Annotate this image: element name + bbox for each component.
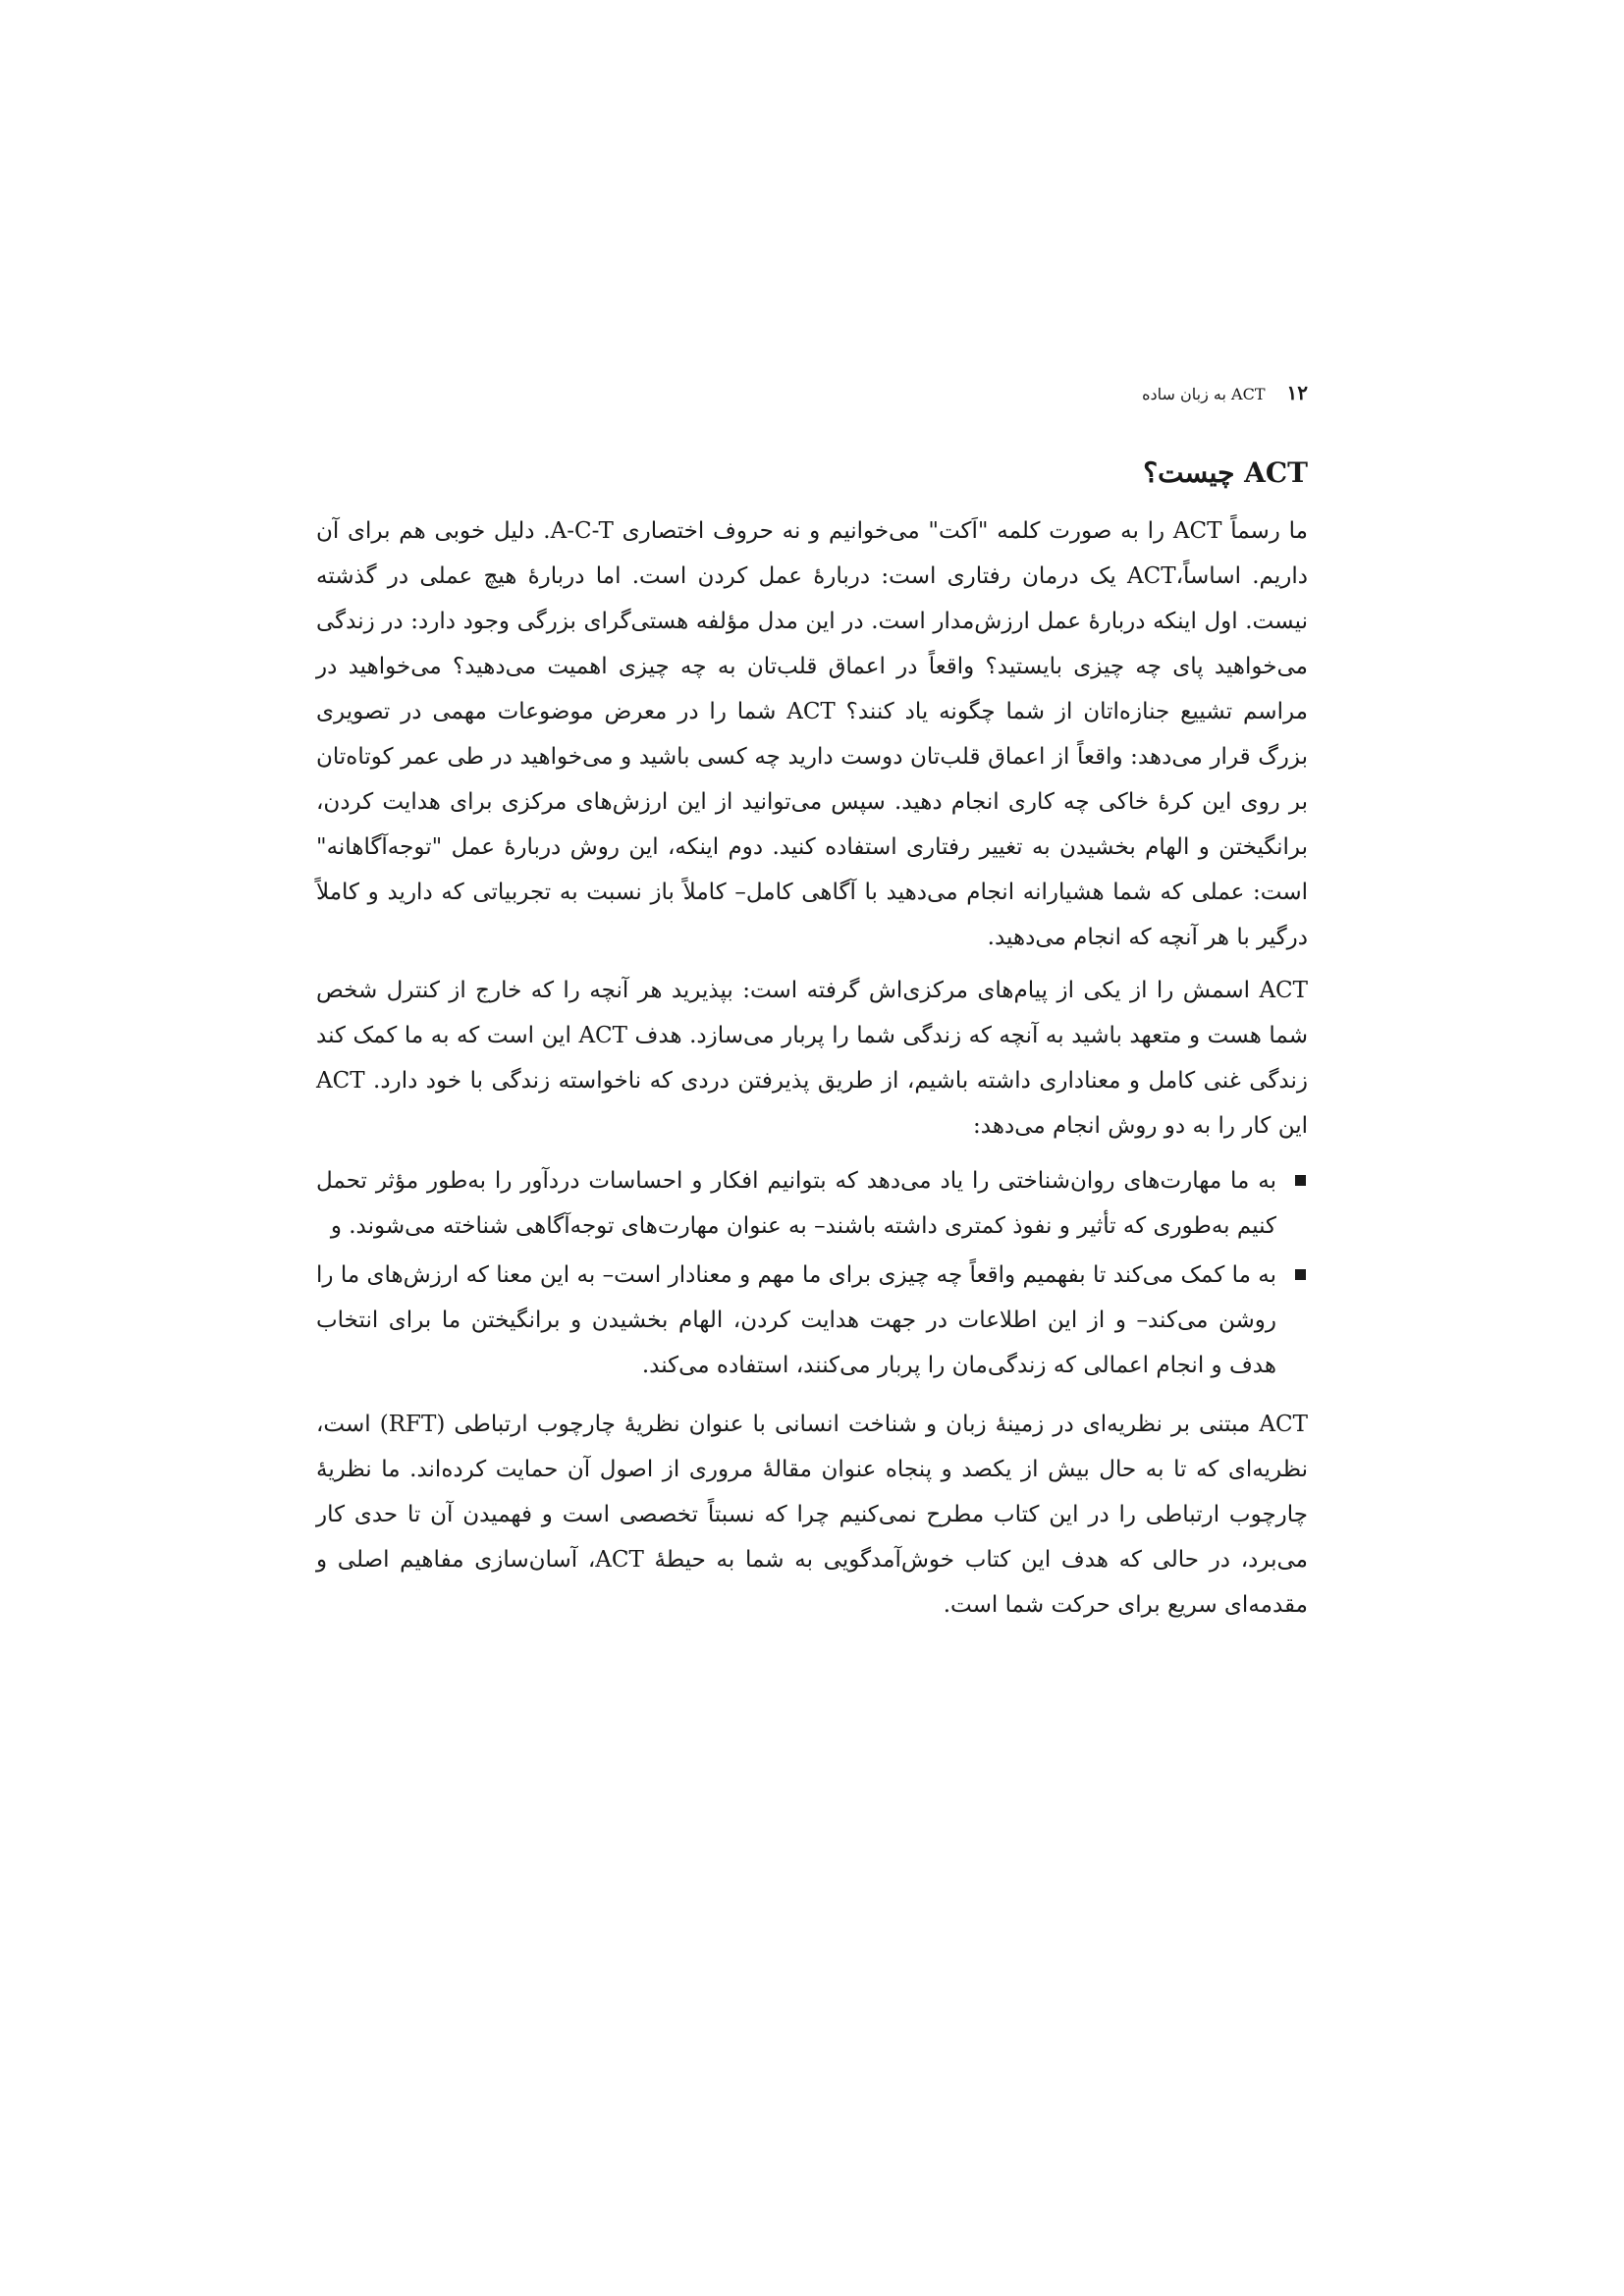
section-heading: ACT چیست؟ [1143,456,1308,489]
square-bullet-icon [1295,1175,1306,1186]
running-header [1142,381,1308,404]
main-content [316,452,1308,1628]
square-bullet-icon [1295,1269,1306,1280]
bullet-list [316,1158,1308,1388]
page-number: ۱۲ [1286,381,1308,404]
paragraph-2: ACT اسمش را از یکی از پیام‌های مرکزی‌اش گرفته است: بپذیرید هر آنچه را که خارج از کنترل شخص شما هست و متعهد باشید به آنچه که زندگی شما را پربار می‌سازد. هدف ACT این است که به ما کمک کند زندگی غنی کامل و معناداری داشته باشیم، از طریق پذیرفتن دردی که ناخواسته زندگی با خود دارد. ACT این کار را به دو روش انجام می‌دهد: [316,978,1308,1139]
closing-paragraph: ACT مبتنی بر نظریه‌ای در زمینهٔ زبان و شناخت انسانی با عنوان نظریهٔ چارچوب ارتباطی (RFT) است، نظریه‌ای که تا به حال بیش از یکصد و پنجاه عنوان مقالهٔ مروری از اصول آن حمایت کرده‌اند. ما نظریهٔ چارچوب ارتباطی را در این کتاب مطرح نمی‌کنیم چرا که نسبتاً تخصصی است و فهمیدن آن تا حدی کار می‌برد، در حالی که هدف این کتاب خوش‌آمدگویی به شما به حیطهٔ ACT، آسان‌سازی مفاهیم اصلی و مقدمه‌ای سریع برای حرکت شما است. [316,1412,1308,1618]
bullet-text: به ما مهارت‌های روان‌شناختی را یاد می‌دهد که بتوانیم افکار و احساسات دردآور را به‌طور مؤثر تحمل کنیم به‌طوری که تأثیر و نفوذ کمتری داشته باشند– به عنوان مهارت‌های توجه‌آگاهی شناخته می‌شوند. و [316,1168,1276,1239]
bullet-text: به ما کمک می‌کند تا بفهمیم واقعاً چه چیزی برای ما مهم و معنادار است– به این معنا که ارزش‌های ما را روشن می‌کند– و از این اطلاعات در جهت هدایت کردن، الهام بخشیدن و برانگیختن ما برای انتخاب هدف و انجام اعمالی که زندگی‌مان را پربار می‌کنند، استفاده می‌کند. [316,1262,1276,1378]
list-item [316,1253,1308,1388]
running-title: ACT به زبان ساده [1142,385,1266,403]
paragraph-1: ما رسماً ACT را به صورت کلمه "اَکت" می‌خوانیم و نه حروف اختصاری A-C-T. دلیل خوبی هم برای آن داریم. اساساً،ACT یک درمان رفتاری است: دربارهٔ عمل کردن است. اما دربارهٔ هیچ عملی در گذشته نیست. اول اینکه دربارهٔ عمل ارزش‌مدار است. در این مدل مؤلفه هستی‌گرای بزرگی وجود دارد: در زندگی می‌خواهید پای چه چیزی بایستید؟ واقعاً در اعماق قلب‌تان به چه چیزی اهمیت می‌دهید؟ می‌خواهید در مراسم تشییع جنازه‌اتان از شما چگونه یاد کنند؟ ACT شما را در معرض موضوعات مهمی در تصویری بزرگ قرار می‌دهد: واقعاً از اعماق قلب‌تان دوست دارید چه کسی باشید و می‌خواهید در طی عمر کوتاه‌تان بر روی این کرهٔ خاکی چه کاری انجام دهید. سپس می‌توانید از این ارزش‌های مرکزی برای هدایت کردن، برانگیختن و الهام بخشیدن به تغییر رفتاری استفاده کنید. دوم اینکه، این روش دربارهٔ عمل "توجه‌آگاهانه" است: عملی که شما هشیارانه انجام می‌دهید با آگاهی کامل– کاملاً باز نسبت به تجربیاتی که دارید و کاملاً درگیر با هر آنچه که انجام می‌دهید. [316,518,1308,950]
list-item [316,1158,1308,1249]
